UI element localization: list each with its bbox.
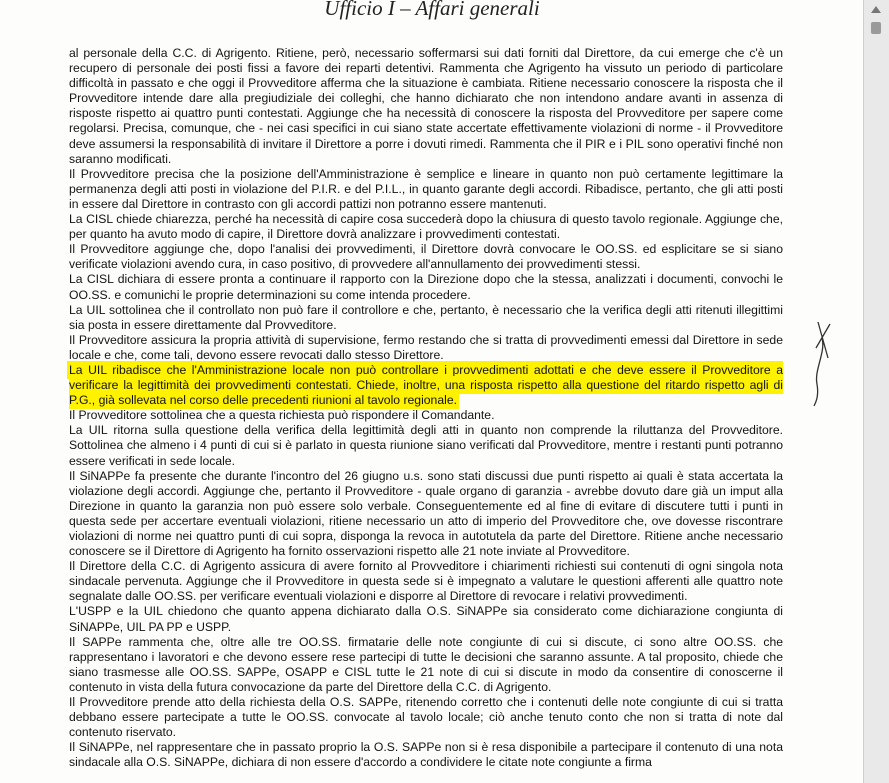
handwritten-margin-mark [808, 318, 838, 408]
paragraph-8-highlighted [69, 363, 783, 408]
paragraph-2: Il Provveditore precisa che la posizione dell'Amministrazione è semplice e lineare in quanto non può certamente legittimare la permanenza degli atti posti in violazione del P.I.R. e del P.I.L., in quanto garante degli accordi. Ribadisce, pertanto, che gli atti posti in essere dal Direttore in contrasto con gli accordi pattizi non potranno essere mantenuti. [69, 166, 783, 211]
page-body [69, 46, 783, 771]
paragraph-1: al personale della C.C. di Agrigento. Ritiene, però, necessario soffermarsi sui dati forniti dal Direttore, da cui emerge che c'è un recupero di personale dei posti fissi a favore dei reparti detentivi. Rammenta che Agrigento ha vissuto un periodo di particolare difficoltà in passato e che oggi il Provveditore afferma che la situazione è cambiata. Ritiene necessario conoscere la risposta che il Provveditore intende dare alla pregiudiziale dei colleghi, che hanno dichiarato che non intendono andare avanti in assenza di risposte rispetto ai quattro punti contestati. Aggiunge che ha necessità di conoscere la risposta del Provveditore per sapere come regolarsi. Precisa, comunque, che - nei casi specifici in cui siano state accertate effettivamente violazioni di norme - il Provveditore deve assumersi la responsabilità di invitare il Direttore a porre i dovuti rimedi. Rammenta che il PIR e i PIL sono operativi finché non saranno modificati. [69, 46, 783, 166]
paragraph-3: La CISL chiede chiarezza, perché ha necessità di capire cosa succederà dopo la chiusura di questo tavolo regionale. Aggiunge che, per quanto ha avuto modo di capire, il Direttore dovrà analizzare i provvedimenti contestati. [69, 212, 783, 242]
paragraph-15: Il Provveditore prende atto della richiesta della O.S. SAPPe, ritenendo corretto che i contenuti delle note congiunte di cui si tratta debbano essere partecipate a tutte le OO.SS. convocate al tavolo locale; ciò anche tenuto conto che non si tratta di note dal contenuto riservato. [69, 695, 783, 740]
paragraph-16: Il SiNAPPe, nel rappresentare che in passato proprio la O.S. SAPPe non si è resa disponibile a partecipare il contenuto di una nota sindacale alla O.S. SiNAPPe, dichiara di non essere d'accordo a condividere le citate note congiunte a firma [69, 740, 783, 770]
paragraph-13: L'USPP e la UIL chiedono che quanto appena dichiarato dalla O.S. SiNAPPe sia considerato come dichiarazione congiunta di SiNAPPe, UIL PA PP e USPP. [69, 604, 783, 634]
paragraph-12: Il Direttore della C.C. di Agrigento assicura di avere fornito al Provveditore i chiarimenti richiesti sui contenuti di ogni singola nota sindacale pervenuta. Aggiunge che il Provveditore in questa sede si è impegnato a valutare le questioni afferenti alle quattro note segnalate dalle OO.SS. per verificare eventuali violazioni e disporre al Direttore di revocare i relativi provvedimenti. [69, 559, 783, 604]
scroll-thumb[interactable] [871, 22, 881, 34]
vertical-scrollbar[interactable] [863, 0, 889, 783]
paragraph-9: Il Provveditore sottolinea che a questa richiesta può rispondere il Comandante. [69, 408, 495, 423]
paragraph-7: Il Provveditore assicura la propria attività di supervisione, fermo restando che si tratta di provvedimenti emessi dal Direttore in sede locale e che, come tali, devono essere revocati dallo stesso Direttore. [69, 332, 783, 362]
paragraph-5: La CISL dichiara di essere pronta a continuare il rapporto con la Direzione dopo che la stessa, analizzati i documenti, convochi le OO.SS. e comunichi le proprie determinazioni su come intenda procedere. [69, 272, 783, 302]
paragraph-6: La UIL sottolinea che il controllato non può fare il controllore e che, pertanto, è necessario che la verifica degli atti ritenuti illegittimi sia posta in essere direttamente dal Provveditore. [69, 302, 783, 332]
paragraph-14: Il SAPPe rammenta che, oltre alle tre OO.SS. firmatarie delle note congiunte di cui si discute, ci sono altre OO.SS. che rappresentano i lavoratori e che devono essere rese partecipi di tutte le decisioni che saranno assunte. A tal proposito, chiede che siano trasmesse alle OO.SS. SAPPe, OSAPP e CISL tutte le 21 note di cui si discute in modo da consentire di conoscerne il contenuto in vista della futura convocazione da parte del Direttore della C.C. di Agrigento. [69, 634, 783, 694]
paragraph-11: Il SiNAPPe fa presente che durante l'incontro del 26 giugno u.s. sono stati discussi due punti rispetto ai quali è stata accertata la violazione degli accordi. Aggiunge che, pertanto il Provveditore - quale organo di garanzia - avrebbe dovuto dare già un imput alla Direzione in quanto la garanzia non può essere solo verbale. Conseguentemente ed al fine di evitare di discutere tutti i punti in questa sede per accertare eventuali violazioni, ritiene necessario un atto di imperio del Provveditore che, ove dovesse riscontrare violazioni di norme nei quattro punti di cui sopra, disponga la revoca in autotutela da parte del Direttore. Ritiene anche necessario conoscere se il Direttore di Agrigento ha fornito osservazioni rispetto alle 21 note inviate al Provveditore. [69, 468, 783, 559]
scroll-up-arrow-icon[interactable] [871, 6, 881, 13]
paragraph-10: La UIL ritorna sulla questione della verifica della legittimità degli atti in quanto non comprende la riluttanza del Provveditore. Sottolinea che almeno i 4 punti di cui si è parlato in questa riunione siano verificati dal Provveditore, mentre i restanti punti potranno essere verificati in sede locale. [69, 423, 783, 468]
paragraph-4: Il Provveditore aggiunge che, dopo l'analisi dei provvedimenti, il Direttore dovrà convocare le OO.SS. ed esplicitare se si siano verificate violazioni avendo cura, in caso positivo, di provvedere all'annullamento dei provvedimenti stessi. [69, 242, 783, 272]
page-header: Ufficio I – Affari generali [324, 0, 540, 20]
highlighted-text: La UIL ribadisce che l'Amministrazione locale non può controllare i provvedimenti adottati e che deve essere il Provveditore a verificare la legittimità dei provvedimenti contestati. Chiede, inoltre, una risposta rispetto alla questione del ritardo rispetto agli di P.G., già sollevata nel corso delle precedenti riunioni al tavolo regionale. [69, 362, 783, 408]
